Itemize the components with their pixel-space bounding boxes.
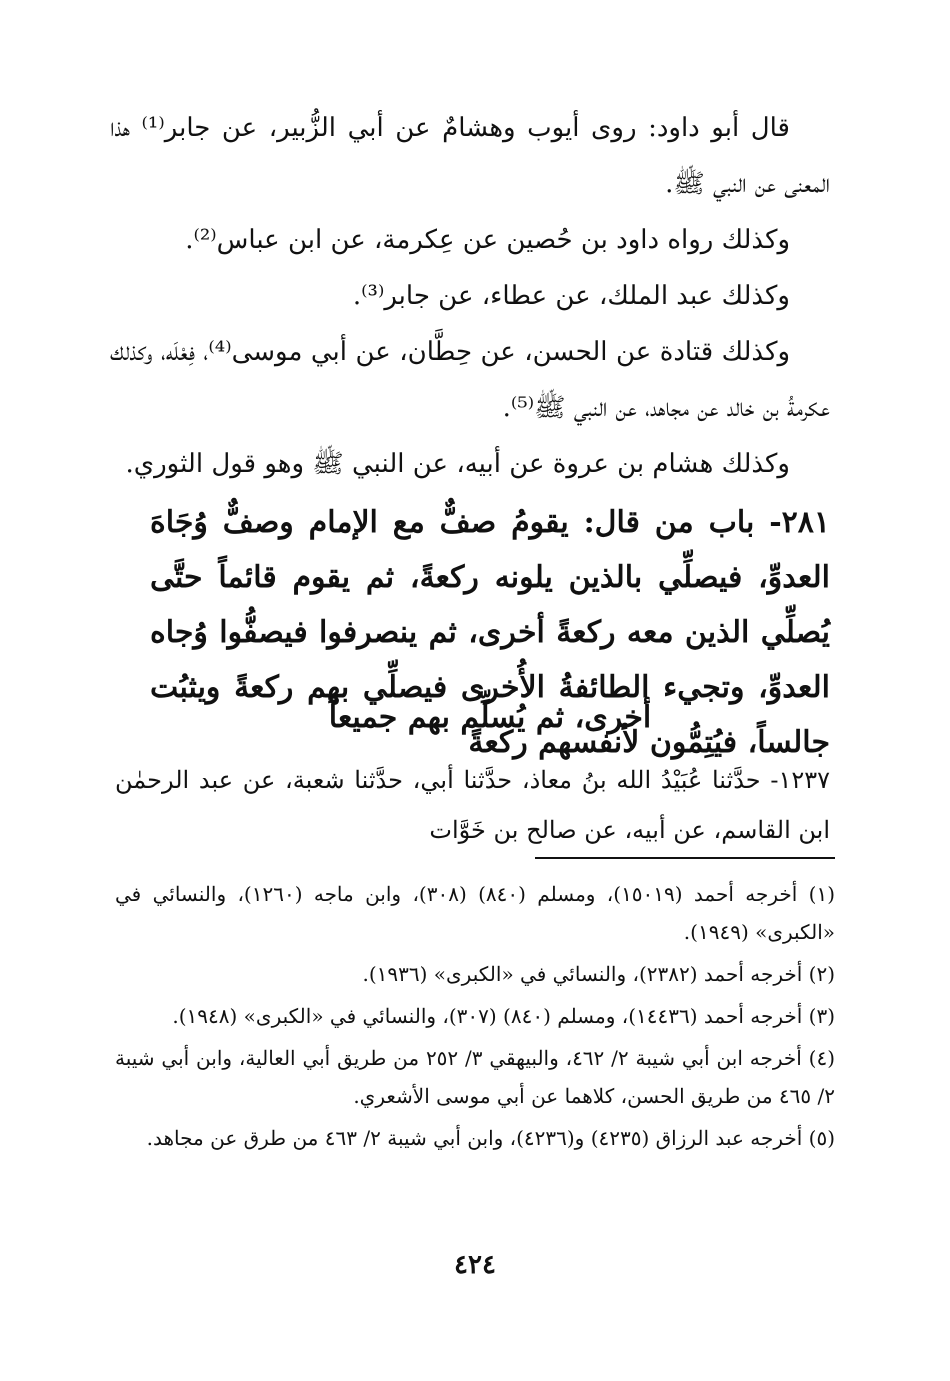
paragraph-abu-dawud: قال أبو داود: روى أيوب وهشامٌ عن أبي الزُّبير، عن جابر⁽¹⁾ هذا المعنى عن النبي ﷺ. bbox=[110, 113, 830, 199]
paragraph-hisham: وكذلك هشام بن عروة عن أبيه، عن النبي ﷺ وهو قول الثوري. bbox=[125, 449, 790, 479]
paragraph-abd-al-malik: وكذلك عبد الملك، عن عطاء، عن جابر⁽³⁾. bbox=[352, 281, 790, 311]
footnote-1: (١) أخرجه أحمد (١٥٠١٩)، ومسلم (٨٤٠) (٣٠٨)، وابن ماجه (١٢٦٠)، والنسائي في «الكبرى» (١٩٤٩). bbox=[115, 882, 836, 944]
footnote-2: (٢) أخرجه أحمد (٢٣٨٢)، والنسائي في «الكبرى» (١٩٣٦). bbox=[362, 962, 835, 986]
chapter-heading-last-line: أخرى، ثم يُسلِّم بهم جميعاً bbox=[328, 700, 652, 735]
paragraph-qatada: وكذلك قتادة عن الحسن، عن حِطَّان، عن أبي موسى⁽⁴⁾، فِعْلَه، وكذلك عكرمةُ بن خالد عن مجاهد، عن النبي ﷺ⁽⁵⁾. bbox=[110, 337, 830, 423]
footnote-separator bbox=[535, 857, 835, 859]
main-text bbox=[110, 100, 830, 492]
paragraph-dawud-ibn-husayn: وكذلك رواه داود بن حُصين عن عِكرمة، عن ابن عباس⁽²⁾. bbox=[185, 225, 790, 255]
footnote-4: (٤) أخرجه ابن أبي شيبة ٢/ ٤٦٢، والبيهقي ٣/ ٢٥٢ من طريق أبي العالية، وابن أبي شيبة ٢/ ٤٦٥ من طريق الحسن، كلاهما عن أبي موسى الأشعري. bbox=[115, 1046, 835, 1108]
footnote-5: (٥) أخرجه عبد الرزاق (٤٢٣٥) و(٤٢٣٦)، وابن أبي شيبة ٢/ ٤٦٣ من طرق عن مجاهد. bbox=[146, 1126, 835, 1150]
footnotes bbox=[115, 875, 835, 1161]
page-number: ٤٢٤ bbox=[454, 1250, 496, 1280]
chapter-heading-body: ٢٨١- باب من قال: يقومُ صفٌّ مع الإمام وصفٌّ وُجَاهَ العدوِّ، فيصلِّي بالذين يلونه ركعةً، ثم يقوم قائماً حتَّى يُصلِّي الذين معه ركعةً أخرى، ثم ينصرفوا فيصفُّوا وُجاه العدوِّ، وتجيء الطائفةُ الأُخرى فيصلِّي بهم ركعةً ويثبُت جالساً، فيُتِمُّون لأنفسهم ركعةً bbox=[150, 505, 830, 760]
hadith-isnad: ١٢٣٧- حدَّثنا عُبَيْدُ الله بنُ معاذ، حدَّثنا أبي، حدَّثنا شعبة، عن عبد الرحمٰن ابن القاسم، عن أبيه، عن صالح بن خَوَّات bbox=[115, 766, 830, 844]
footnote-3: (٣) أخرجه أحمد (١٤٤٣٦)، ومسلم (٨٤٠) (٣٠٧)، والنسائي في «الكبرى» (١٩٤٨). bbox=[172, 1004, 835, 1028]
